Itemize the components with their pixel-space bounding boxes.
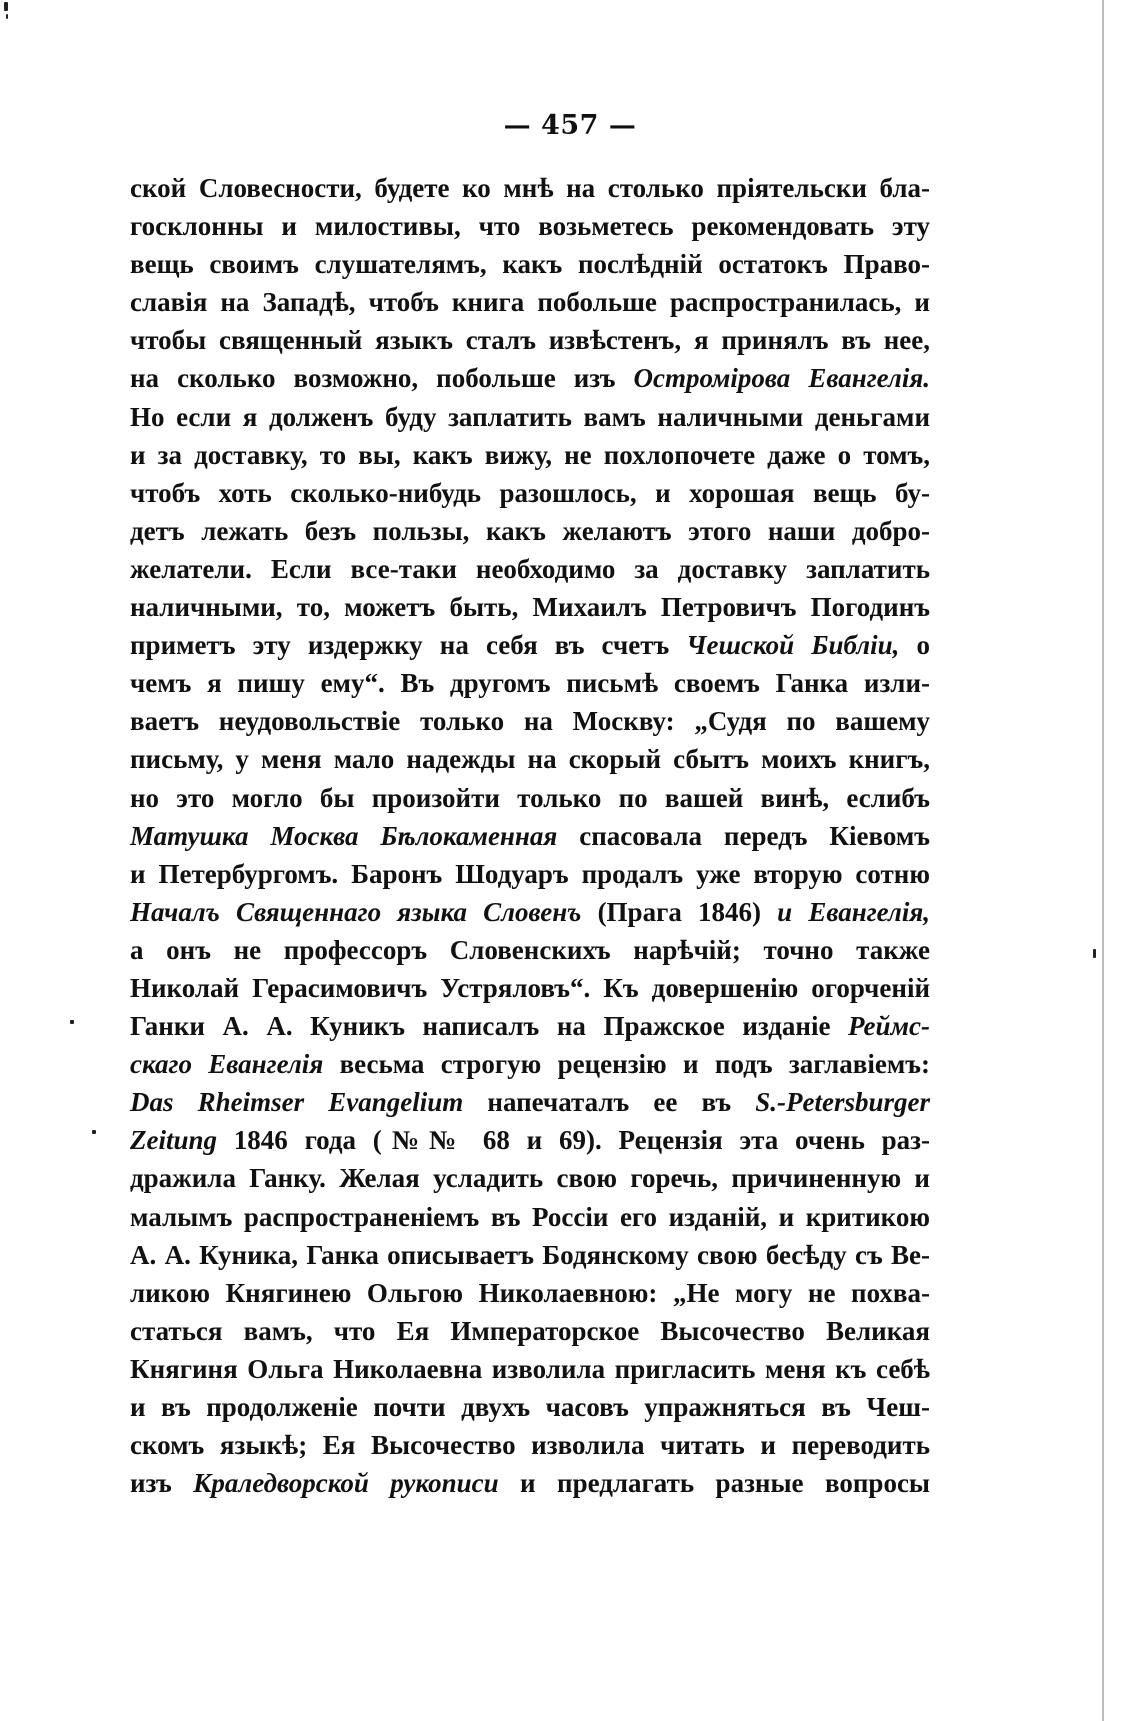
- text-segment: (Прага 1846): [581, 896, 778, 927]
- text-segment: письму, у меня мало надежды на скорый сбытъ моихъ книгъ,: [130, 744, 930, 775]
- text-line: [130, 588, 930, 626]
- text-line: [130, 1007, 930, 1045]
- text-segment: вещь своимъ слушателямъ, какъ послѣдній остатокъ Право-: [130, 249, 930, 280]
- text-line: [130, 1464, 930, 1502]
- italic-text-segment: и Евангелія,: [777, 896, 931, 927]
- scan-speck: [4, 2, 8, 11]
- text-line: [130, 931, 930, 969]
- italic-text-segment: Zeitung: [130, 1125, 218, 1156]
- italic-text-segment: Матушка Москва Бѣлокаменная: [130, 820, 558, 851]
- text-line: [130, 779, 930, 817]
- scan-speck: [70, 1020, 74, 1024]
- text-segment: Княгиня Ольга Николаевна изволила пригласить меня къ себѣ: [130, 1353, 930, 1384]
- text-segment: Николай Герасимовичъ Устряловъ“. Къ довершенію огорченій: [130, 972, 930, 1003]
- text-segment: о: [899, 630, 931, 661]
- text-segment: на сколько возможно, побольше изъ: [130, 363, 634, 394]
- text-segment: и Петербургомъ. Баронъ Шодуаръ продалъ уже вторую сотню: [130, 858, 930, 889]
- right-margin-scan-line: [1102, 0, 1104, 1721]
- text-segment: ваетъ неудовольствіе только на Москву: „Судя по вашему: [130, 706, 930, 737]
- italic-text-segment: Началъ Священнаго языка Словенъ: [130, 896, 582, 927]
- text-line: [130, 740, 930, 778]
- text-segment: наличными, то, можетъ быть, Михаилъ Петровичъ Погодинъ: [130, 592, 930, 623]
- scan-speck: [92, 1130, 96, 1134]
- text-line: [130, 359, 930, 397]
- scan-speck: [6, 14, 8, 19]
- text-line: [130, 1426, 930, 1464]
- text-line: [130, 398, 930, 436]
- text-segment: малымъ распространеніемъ въ Россіи его изданій, и критикою: [130, 1201, 930, 1232]
- text-segment: весьма строгую рецензію и подъ заглавіемъ:: [323, 1049, 930, 1080]
- text-line: [130, 207, 930, 245]
- text-segment: чемъ я пишу ему“. Въ другомъ письмѣ своемъ Ганка изли-: [130, 668, 930, 699]
- text-line: [130, 436, 930, 474]
- text-segment: и предлагать разные вопросы: [498, 1468, 931, 1499]
- text-segment: напечаталъ ее въ: [463, 1087, 756, 1118]
- italic-text-segment: Das Rheimser Evangelium: [130, 1087, 464, 1118]
- italic-text-segment: скаго Евангелія: [130, 1049, 324, 1080]
- text-segment: статься вамъ, что Ея Императорское Высочество Великая: [130, 1315, 930, 1346]
- italic-text-segment: Остромірова Евангелія.: [633, 363, 930, 394]
- text-line: [130, 512, 930, 550]
- text-line: [130, 321, 930, 359]
- text-line: [130, 1121, 930, 1159]
- text-line: [130, 1312, 930, 1350]
- italic-text-segment: Реймс-: [848, 1011, 930, 1042]
- text-segment: славія на Западѣ, чтобъ книга побольше распространилась, и: [130, 287, 930, 318]
- scan-speck: [1093, 949, 1096, 958]
- text-segment: 1846 года (№№ 68 и 69). Рецензія эта очень раз-: [217, 1125, 930, 1156]
- text-segment: ской Словесности, будете ко мнѣ на столько пріятельски бла-: [130, 173, 930, 203]
- text-segment: изъ: [130, 1468, 194, 1499]
- text-segment: дражила Ганку. Желая усладить свою горечь, причиненную и: [130, 1163, 930, 1194]
- text-segment: приметъ эту издержку на себя въ счетъ: [130, 630, 687, 661]
- text-segment: а онъ не профессоръ Словенскихъ нарѣчій; точно также: [130, 934, 930, 965]
- italic-text-segment: Чешской Библіи,: [686, 630, 900, 661]
- text-segment: госклонны и милостивы, что возьметесь рекомендовать эту: [130, 211, 930, 242]
- text-segment: скомъ языкѣ; Ея Высочество изволила читать и переводить: [130, 1430, 930, 1461]
- text-line: [130, 664, 930, 702]
- text-segment: А. А. Куника, Ганка описываетъ Бодянскому свою бесѣду съ Ве-: [130, 1239, 930, 1270]
- page-number: — 457 —: [503, 110, 637, 141]
- text-line: [130, 474, 930, 512]
- italic-text-segment: S.-Petersburger: [755, 1087, 931, 1118]
- text-segment: желатели. Если все-таки необходимо за доставку заплатить: [130, 553, 930, 584]
- text-segment: и за доставку, то вы, какъ вижу, не похлопочете даже о томъ,: [130, 439, 930, 470]
- text-segment: Но если я долженъ буду заплатить вамъ наличными деньгами: [130, 401, 930, 432]
- text-line: [130, 855, 930, 893]
- text-line: [130, 245, 930, 283]
- text-line: [130, 283, 930, 321]
- text-line: [130, 1083, 930, 1121]
- text-segment: чтобы священный языкъ сталъ извѣстенъ, я принялъ въ нее,: [130, 325, 930, 356]
- text-segment: ликою Княгинею Ольгою Николаевною: „Не могу не похва-: [130, 1277, 930, 1308]
- text-segment: но это могло бы произойти только по вашей винѣ, еслибъ: [130, 782, 930, 813]
- text-line: [130, 169, 930, 207]
- text-line: [130, 1274, 930, 1312]
- text-line: [130, 1350, 930, 1388]
- body-text: [130, 169, 930, 1502]
- text-line: [130, 1236, 930, 1274]
- text-segment: Ганки А. А. Куникъ написалъ на Пражское изданіе: [130, 1011, 848, 1042]
- text-line: [130, 702, 930, 740]
- text-line: [130, 1045, 930, 1083]
- text-line: [130, 817, 930, 855]
- text-line: [130, 969, 930, 1007]
- text-line: [130, 626, 930, 664]
- text-segment: детъ лежать безъ пользы, какъ желаютъ этого наши добро-: [130, 515, 930, 546]
- text-line: [130, 893, 930, 931]
- text-segment: чтобъ хоть сколько-нибудь разошлось, и хорошая вещь бу-: [130, 477, 930, 508]
- text-line: [130, 550, 930, 588]
- text-line: [130, 1159, 930, 1197]
- text-segment: спасовала передъ Кіевомъ: [557, 820, 930, 851]
- italic-text-segment: Краледворской рукописи: [193, 1468, 499, 1499]
- text-line: [130, 1388, 930, 1426]
- text-line: [130, 1198, 930, 1236]
- text-segment: и въ продолженіе почти двухъ часовъ упражняться въ Чеш-: [130, 1392, 930, 1422]
